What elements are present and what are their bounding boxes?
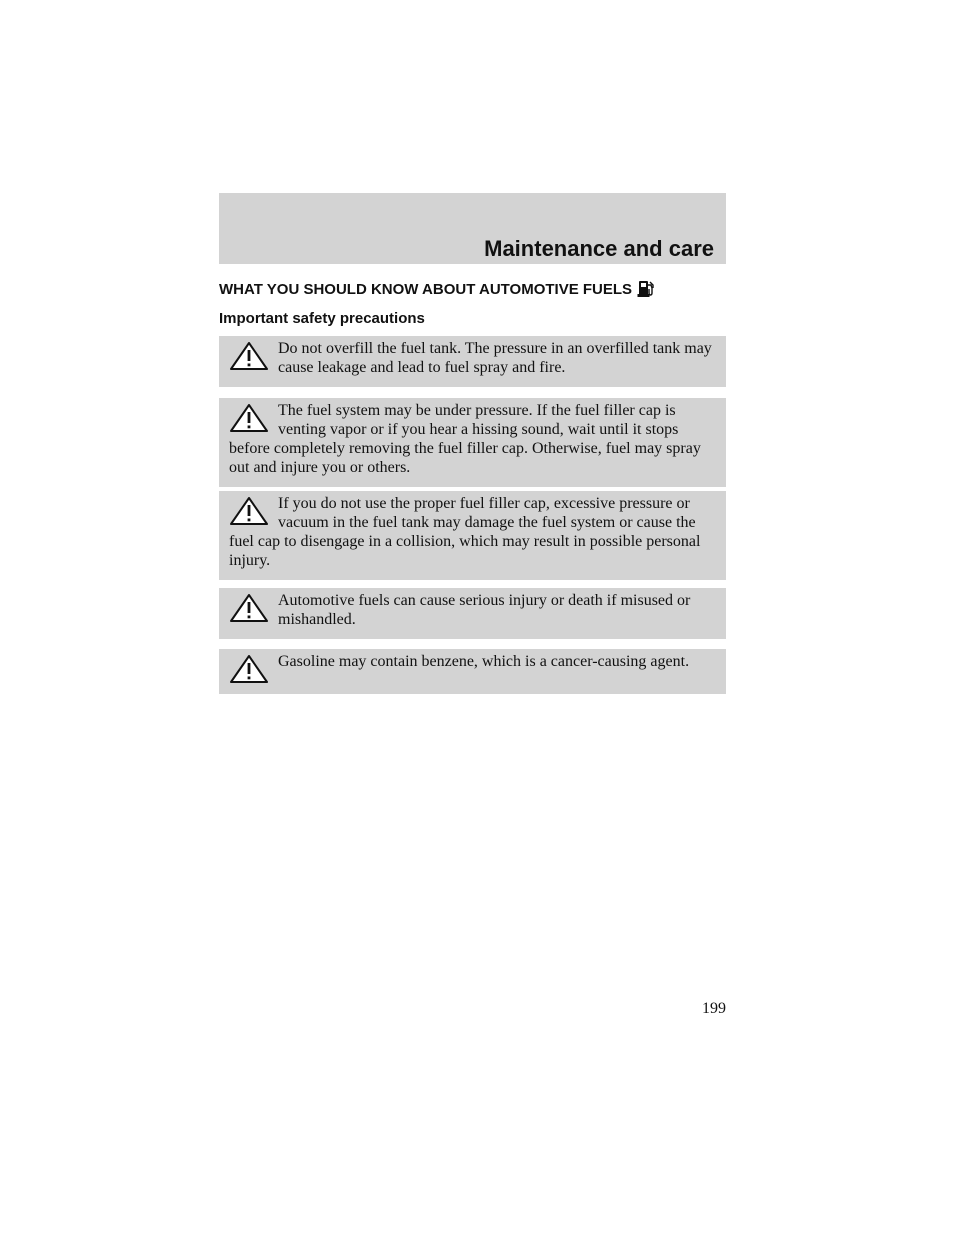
warning-text: If you do not use the proper fuel filler cap, excessive pressure or vacuum in the fuel tank may damage the fuel system or cause the fuel cap to disengage in a collision, which may result in possible personal injury. bbox=[229, 495, 701, 569]
warning-text: Gasoline may contain benzene, which is a cancer-causing agent. bbox=[278, 653, 690, 670]
page-heading bbox=[219, 281, 656, 303]
warning-box bbox=[219, 398, 726, 487]
page-number: 199 bbox=[702, 1000, 726, 1017]
warning-triangle-icon bbox=[229, 593, 269, 623]
warning-text: Automotive fuels can cause serious injury or death if misused or mishandled. bbox=[278, 592, 691, 628]
warning-box bbox=[219, 588, 726, 639]
warning-box bbox=[219, 491, 726, 580]
page-heading-text: WHAT YOU SHOULD KNOW ABOUT AUTOMOTIVE FUELS bbox=[219, 281, 633, 298]
warning-triangle-icon bbox=[229, 341, 269, 371]
warning-text: The fuel system may be under pressure. If the fuel filler cap is venting vapor or if you hear a hissing sound, wait until it stops before completely removing the fuel filler cap. Otherwise, fuel may spray out and injure you or others. bbox=[229, 402, 701, 476]
section-title: Maintenance and care bbox=[484, 236, 714, 261]
warning-triangle-icon bbox=[229, 403, 269, 433]
warning-text: Do not overfill the fuel tank. The pressure in an overfilled tank may cause leakage and lead to fuel spray and fire. bbox=[278, 340, 712, 376]
subheading: Important safety precautions bbox=[219, 310, 425, 327]
warning-triangle-icon bbox=[229, 654, 269, 684]
warning-triangle-icon bbox=[229, 496, 269, 526]
section-header-band bbox=[219, 193, 726, 264]
warning-box bbox=[219, 649, 726, 694]
fuel-pump-icon bbox=[636, 277, 656, 303]
warning-box bbox=[219, 336, 726, 387]
